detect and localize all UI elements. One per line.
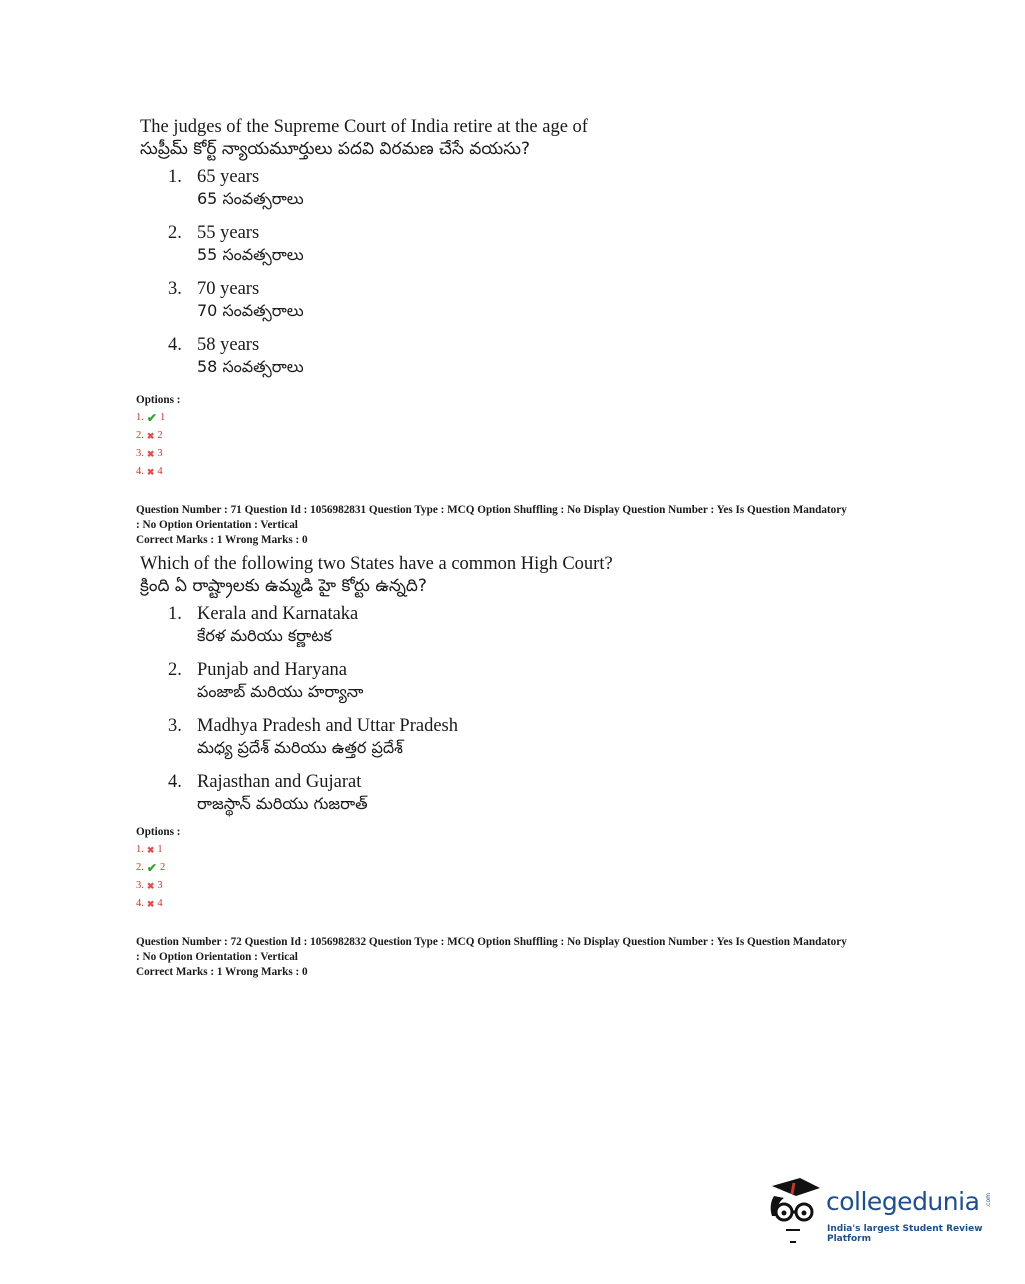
option-item	[168, 659, 920, 703]
meta-line: Correct Marks : 1 Wrong Marks : 0	[136, 966, 308, 978]
option-number: 3.	[168, 716, 182, 736]
answer-row	[136, 427, 165, 445]
answer-row	[136, 895, 165, 913]
option-text-te: 65 సంవత్సరాలు	[197, 189, 304, 208]
option-text-te: పంజాబ్ మరియు హర్యానా	[197, 682, 364, 701]
question-text-en: Which of the following two States have a common High Court?	[140, 554, 613, 574]
option-text-en: Madhya Pradesh and Uttar Pradesh	[197, 716, 458, 736]
option-text-en: 55 years	[197, 223, 260, 243]
option-item	[168, 334, 920, 378]
answer-row	[136, 877, 165, 895]
option-number: 1.	[168, 604, 182, 624]
option-text-te: 58 సంవత్సరాలు	[197, 357, 304, 376]
option-number: 3.	[168, 279, 182, 299]
question-meta-71	[136, 503, 906, 548]
answer-row	[136, 445, 165, 463]
answer-row	[136, 859, 165, 877]
answer-number: 1.	[136, 412, 144, 423]
option-text-te: 70 సంవత్సరాలు	[197, 301, 304, 320]
check-icon: ✔	[146, 411, 157, 425]
answer-key-2	[136, 841, 165, 913]
meta-line: : No Option Orientation : Vertical	[136, 519, 298, 531]
option-number: 4.	[168, 335, 182, 355]
answer-number: 1.	[136, 844, 144, 855]
option-item	[168, 771, 920, 815]
option-text-te: కేరళ మరియు కర్ణాటక	[197, 626, 332, 645]
logo-tagline: India's largest Student Review Platform	[827, 1224, 983, 1244]
meta-line: Correct Marks : 1 Wrong Marks : 0	[136, 534, 308, 546]
cross-icon: ✖	[146, 899, 155, 909]
answer-label: 3	[157, 448, 163, 459]
logo-name: collegedunia	[826, 1187, 980, 1216]
answer-label: 1	[159, 412, 166, 423]
option-text-en: 70 years	[197, 279, 260, 299]
options-label: Options :	[136, 394, 181, 406]
cross-icon: ✖	[146, 449, 155, 459]
option-list	[140, 603, 920, 815]
meta-line: Question Number : 72 Question Id : 1056982832 Question Type : MCQ Option Shuffling : No Display Question Number : Yes Is Question Mandatory	[136, 936, 847, 948]
question-text-te: క్రింది ఏ రాష్ట్రాలకు ఉమ్మడి హై కోర్టు ఉన్నది?	[140, 576, 427, 596]
cross-icon: ✖	[146, 431, 155, 441]
answer-number: 2.	[136, 862, 144, 873]
option-number: 2.	[168, 223, 182, 243]
answer-number: 4.	[136, 898, 144, 909]
cross-icon: ✖	[146, 845, 155, 855]
option-item	[168, 603, 920, 647]
answer-row	[136, 409, 165, 427]
mascot-icon	[766, 1176, 824, 1246]
question-block-1	[140, 116, 920, 390]
option-text-te: 55 సంవత్సరాలు	[197, 245, 304, 264]
cross-icon: ✖	[146, 881, 155, 891]
option-text-en: Rajasthan and Gujarat	[197, 772, 362, 792]
answer-key-1	[136, 409, 165, 481]
logo-domain: .com	[985, 1193, 992, 1208]
question-text-en: The judges of the Supreme Court of India retire at the age of	[140, 117, 588, 137]
option-item	[168, 222, 920, 266]
answer-label: 4	[157, 898, 163, 909]
option-item	[168, 166, 920, 210]
answer-label: 1	[157, 844, 163, 855]
option-number: 2.	[168, 660, 182, 680]
answer-label: 4	[157, 466, 163, 477]
cross-icon: ✖	[146, 467, 155, 477]
options-label: Options :	[136, 826, 181, 838]
answer-number: 3.	[136, 448, 144, 459]
option-number: 1.	[168, 167, 182, 187]
answer-row	[136, 463, 165, 481]
answer-row	[136, 841, 165, 859]
option-item	[168, 715, 920, 759]
option-text-en: 65 years	[197, 167, 260, 187]
answer-label: 3	[157, 880, 163, 891]
meta-line: : No Option Orientation : Vertical	[136, 951, 298, 963]
collegedunia-logo	[766, 1176, 996, 1246]
option-text-en: Kerala and Karnataka	[197, 604, 359, 624]
option-list	[140, 166, 920, 378]
question-block-2	[140, 553, 920, 827]
option-text-te: రాజస్థాన్ మరియు గుజరాత్	[197, 794, 368, 813]
answer-label: 2	[159, 862, 166, 873]
check-icon: ✔	[146, 861, 157, 875]
answer-label: 2	[157, 430, 163, 441]
option-number: 4.	[168, 772, 182, 792]
answer-number: 4.	[136, 466, 144, 477]
answer-number: 2.	[136, 430, 144, 441]
answer-number: 3.	[136, 880, 144, 891]
option-item	[168, 278, 920, 322]
option-text-en: Punjab and Haryana	[197, 660, 348, 680]
question-text-te: సుప్రీమ్ కోర్ట్ న్యాయమూర్తులు పదవి విరమణ చేసే వయసు?	[140, 139, 531, 159]
option-text-te: మధ్య ప్రదేశ్ మరియు ఉత్తర ప్రదేశ్	[197, 738, 403, 757]
meta-line: Question Number : 71 Question Id : 1056982831 Question Type : MCQ Option Shuffling : No Display Question Number : Yes Is Question Mandatory	[136, 504, 847, 516]
option-text-en: 58 years	[197, 335, 260, 355]
question-meta-72	[136, 935, 906, 980]
